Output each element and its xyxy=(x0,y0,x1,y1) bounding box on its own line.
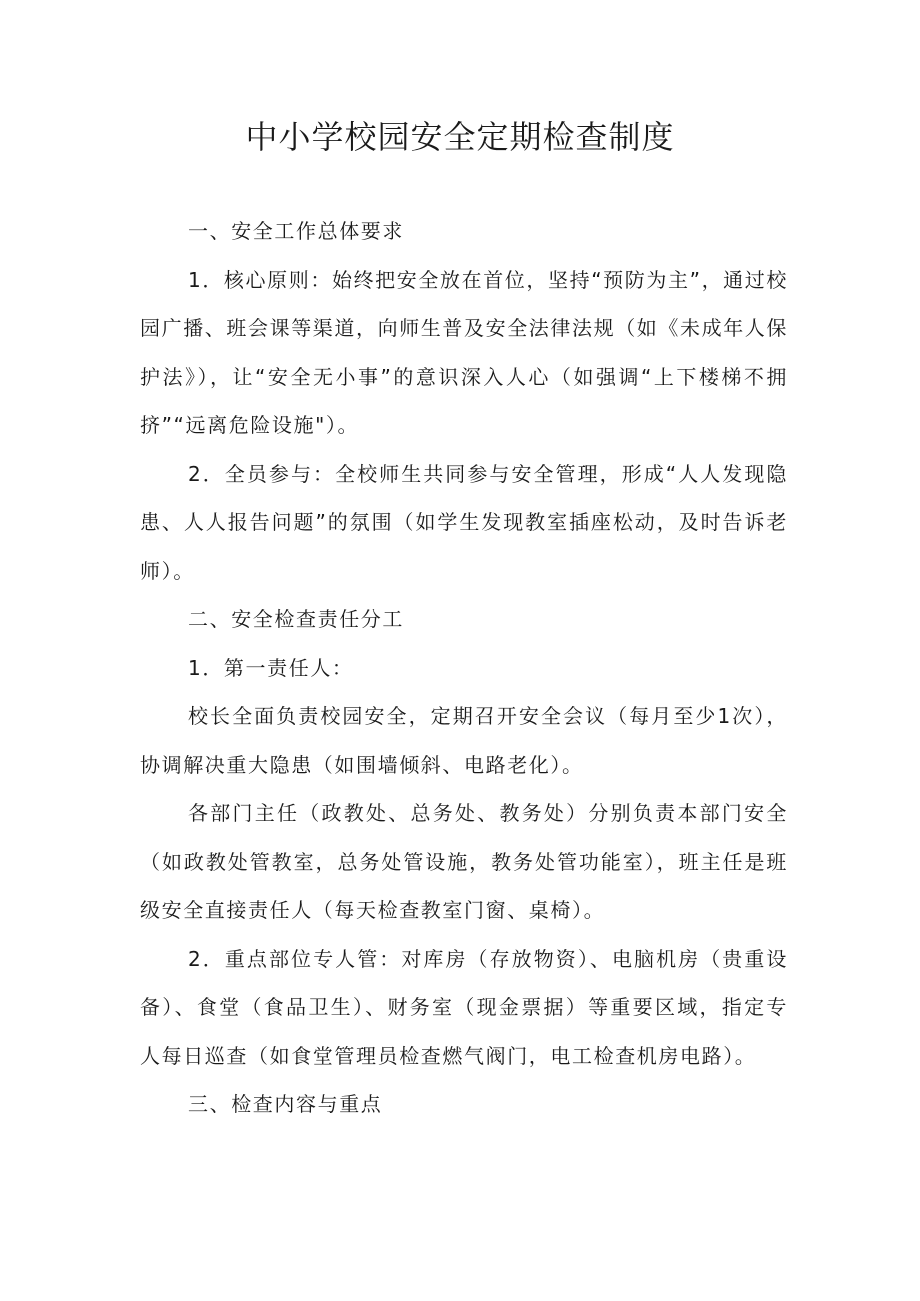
section-heading-1: 一、安全工作总体要求 xyxy=(188,219,404,243)
section-heading-2: 二、安全检查责任分工 xyxy=(188,607,404,631)
paragraph-core-principle: 1．核心原则：始终把安全放在首位，坚持“预防为主”，通过校园广播、班会课等渠道，向师生普及安全法律法规（如《未成年人保护法》），让“安全无小事”的意识深入人心（如强调“上下楼梯不拥挤”“远离危险设施"）。 xyxy=(140,267,788,437)
subheading-first-responsible: 1．第一责任人： xyxy=(188,655,354,680)
document-title: 中小学校园安全定期检查制度 xyxy=(245,118,675,156)
paragraph-principal-duty: 校长全面负责校园安全，定期召开安全会议（每月至少1次），协调解决重大隐患（如围墙倾斜、电路老化）。 xyxy=(140,704,788,777)
paragraph-full-participation: 2．全员参与：全校师生共同参与安全管理，形成“人人发现隐患、人人报告问题”的氛围（如学生发现教室插座松动，及时告诉老师）。 xyxy=(140,461,788,583)
paragraph-key-areas: 2．重点部位专人管：对库房（存放物资）、电脑机房（贵重设备）、食堂（食品卫生）、财务室（现金票据）等重要区域，指定专人每日巡查（如食堂管理员检查燃气阀门，电工检查机房电路）。 xyxy=(140,946,788,1068)
section-heading-3: 三、检查内容与重点 xyxy=(188,1092,383,1116)
document-body xyxy=(140,207,788,1129)
paragraph-department-duty: 各部门主任（政教处、总务处、教务处）分别负责本部门安全（如政教处管教室，总务处管设施，教务处管功能室），班主任是班级安全直接责任人（每天检查教室门窗、桌椅）。 xyxy=(140,801,788,922)
